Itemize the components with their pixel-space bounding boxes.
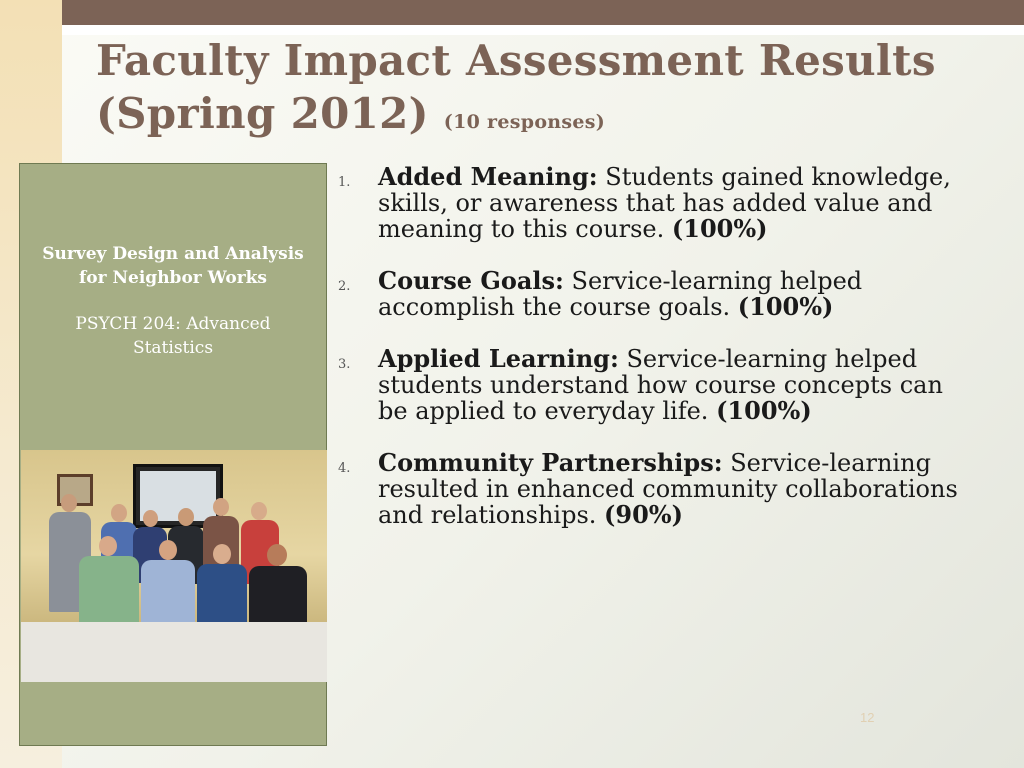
- result-text: Service-learning helped students understand how course concepts can be applied to everyday life.: [378, 345, 943, 425]
- result-percent: (90%): [604, 500, 683, 529]
- result-heading: Applied Learning:: [378, 344, 619, 373]
- page-number: 12: [860, 710, 875, 725]
- course-name: PSYCH 204: Advanced Statistics: [75, 314, 271, 358]
- side-panel: [19, 163, 327, 746]
- side-panel-text: [20, 242, 326, 360]
- result-heading: Course Goals:: [378, 266, 564, 295]
- result-number: 3.: [338, 357, 351, 372]
- result-text: Service-learning resulted in enhanced community collaborations and relationships.: [378, 449, 958, 529]
- result-item: [338, 164, 978, 242]
- group-photo: [21, 450, 327, 682]
- result-item: [338, 268, 978, 320]
- slide-title: [96, 34, 996, 149]
- result-text: Students gained knowledge, skills, or awareness that has added value and meaning to this course.: [378, 163, 951, 243]
- result-percent: (100%): [671, 214, 768, 243]
- result-heading: Community Partnerships:: [378, 448, 723, 477]
- project-name: Survey Design and Analysis for Neighbor Works: [42, 244, 304, 288]
- table: [21, 622, 327, 682]
- slide-title-responses: (10 responses): [443, 111, 606, 133]
- result-item: [338, 346, 978, 424]
- result-text: Service-learning helped accomplish the course goals.: [378, 267, 863, 321]
- result-number: 4.: [338, 461, 351, 476]
- results-list: [338, 164, 978, 554]
- result-heading: Added Meaning:: [378, 162, 598, 191]
- result-number: 2.: [338, 279, 351, 294]
- result-item: [338, 450, 978, 528]
- result-number: 1.: [338, 175, 351, 190]
- slide-title-main: Faculty Impact Assessment Results (Spring 2012): [96, 36, 936, 138]
- result-percent: (100%): [737, 292, 834, 321]
- result-percent: (100%): [716, 396, 812, 425]
- top-bar: [62, 0, 1024, 25]
